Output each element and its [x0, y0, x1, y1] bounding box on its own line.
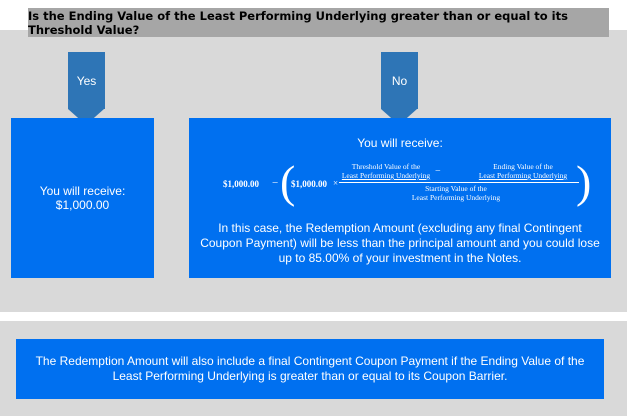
formula-numerator-threshold: Threshold Value of the Least Performing Underlying: [341, 162, 431, 180]
yes-arrow-label: Yes: [76, 73, 97, 88]
formula-denominator: Starting Value of the Least Performing Underlying: [411, 184, 501, 202]
question-text: Is the Ending Value of the Least Performing Underlying greater than or equal to its Threshold Value?: [28, 8, 568, 37]
yes-receive-label: You will receive:: [39, 184, 126, 198]
question-banner: [28, 8, 609, 37]
formula-right-paren: ): [576, 156, 592, 207]
coupon-note-text: The Redemption Amount will also include a final Contingent Coupon Payment if the Ending Value of the Least Performing Underlying is greater than or equal to its Coupon Barrier.: [35, 354, 585, 383]
redemption-formula: [223, 156, 592, 209]
coupon-note-box: [16, 339, 604, 399]
formula-numerator-ending: Ending Value of the Least Performing Underlying: [478, 162, 568, 180]
yes-outcome-box: [11, 118, 154, 278]
loss-explanation: In this case, the Redemption Amount (excluding any final Contingent Coupon Payment) will be less than the principal amount and you could lose up to 85.00% of your investment in the Notes.: [200, 221, 600, 265]
yes-amount: $1,000.00: [55, 198, 110, 212]
no-receive-label: You will receive:: [357, 136, 443, 150]
no-arrow-label: No: [391, 73, 408, 88]
formula-left-paren: (: [280, 156, 296, 207]
yes-arrow: [68, 52, 105, 125]
formula-times: ×: [333, 178, 339, 188]
no-outcome-box: [189, 118, 611, 278]
formula-principal-inner: $1,000.00: [291, 179, 327, 189]
formula-fraction-bar: [339, 182, 579, 183]
formula-minus: −: [272, 177, 279, 189]
formula-principal: $1,000.00: [223, 179, 259, 189]
no-arrow: [381, 52, 418, 125]
formula-numerator-minus: −: [435, 166, 441, 177]
